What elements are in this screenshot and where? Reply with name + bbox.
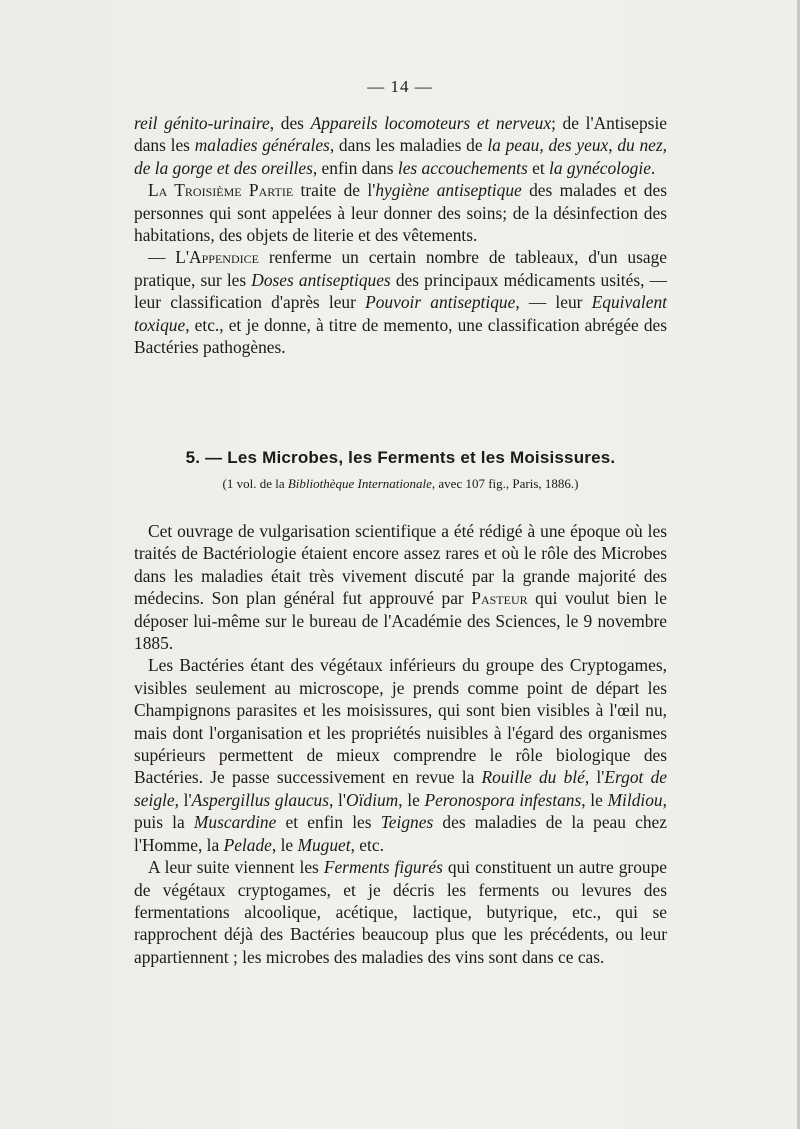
top-section <box>134 112 667 358</box>
paragraph-continuation: reil génito-urinaire, des Appareils locomoteurs et nerveux; de l'Antisepsie dans les maladies générales, dans les maladies de la peau, des yeux, du nez, de la gorge et des oreilles, enfin dans les accouchements et la gynécologie. <box>134 113 667 178</box>
paragraph-bacteria: Les Bactéries étant des végétaux inférieurs du groupe des Cryptogames, visibles seulement au microscope, je prends comme point de départ les Champignons parasites et les moisissures, qui sont bien visibles à l'œil nu, mais dont l'organisation et les propriétés nuisibles à l'égard des organismes supérieurs permettent de mieux comprendre le rôle biologique des Bactéries. Je passe successivement en revue la Rouille du blé, l'Ergot de seigle, l'Aspergillus glaucus, l'Oïdium, le Peronospora infestans, le Mildiou, puis la Muscardine et enfin les Teignes des maladies de la peau chez l'Homme, la Pelade, le Muguet, etc. <box>134 655 667 855</box>
paragraph-third-part: La Troisième Partie traite de l'hygiène antiseptique des malades et des personnes qui sont appelées à leur donner des soins; de la désinfection des habitations, des objets de literie et des vêtements. <box>134 180 667 246</box>
section-citation: (1 vol. de la Bibliothèque Internationale, avec 107 fig., Paris, 1886.) <box>222 476 579 491</box>
paragraph-ferments: A leur suite viennent les Ferments figurés qui constituent un autre groupe de végétaux cryptogames, et je décris les ferments ou levures des fermentations alcoolique, acétique, lactique, butyrique, etc., qui se rapprochent déjà des Bactéries beaucoup plus que les précédents, ou leur appartiennent ; les microbes des maladies des vins sont dans ce cas. <box>134 857 668 967</box>
paragraph-appendix: — L'Appendice renferme un certain nombre de tableaux, d'un usage pratique, sur les Doses antiseptiques des principaux médicaments usités, — leur classification d'après leur Pouvoir antiseptique, — leur Equivalent toxique, etc., et je donne, à titre de memento, une classification abrégée des Bactéries pathogènes. <box>134 247 667 358</box>
paragraph-intro: Cet ouvrage de vulgarisation scientifique a été rédigé à une époque où les traités de Bactériologie étaient encore assez rares et où le rôle des Microbes dans les maladies était très vivement discuté par la grande majorité des médecins. Son plan général fut approuvé par Pasteur qui voulut bien le déposer lui-même sur le bureau de l'Académie des Sciences, le 9 novembre 1885. <box>134 521 667 654</box>
page-number: — 14 — <box>367 77 433 96</box>
section-heading: 5. — Les Microbes, les Ferments et les Moisissures. <box>185 448 616 467</box>
bottom-section <box>134 520 667 968</box>
